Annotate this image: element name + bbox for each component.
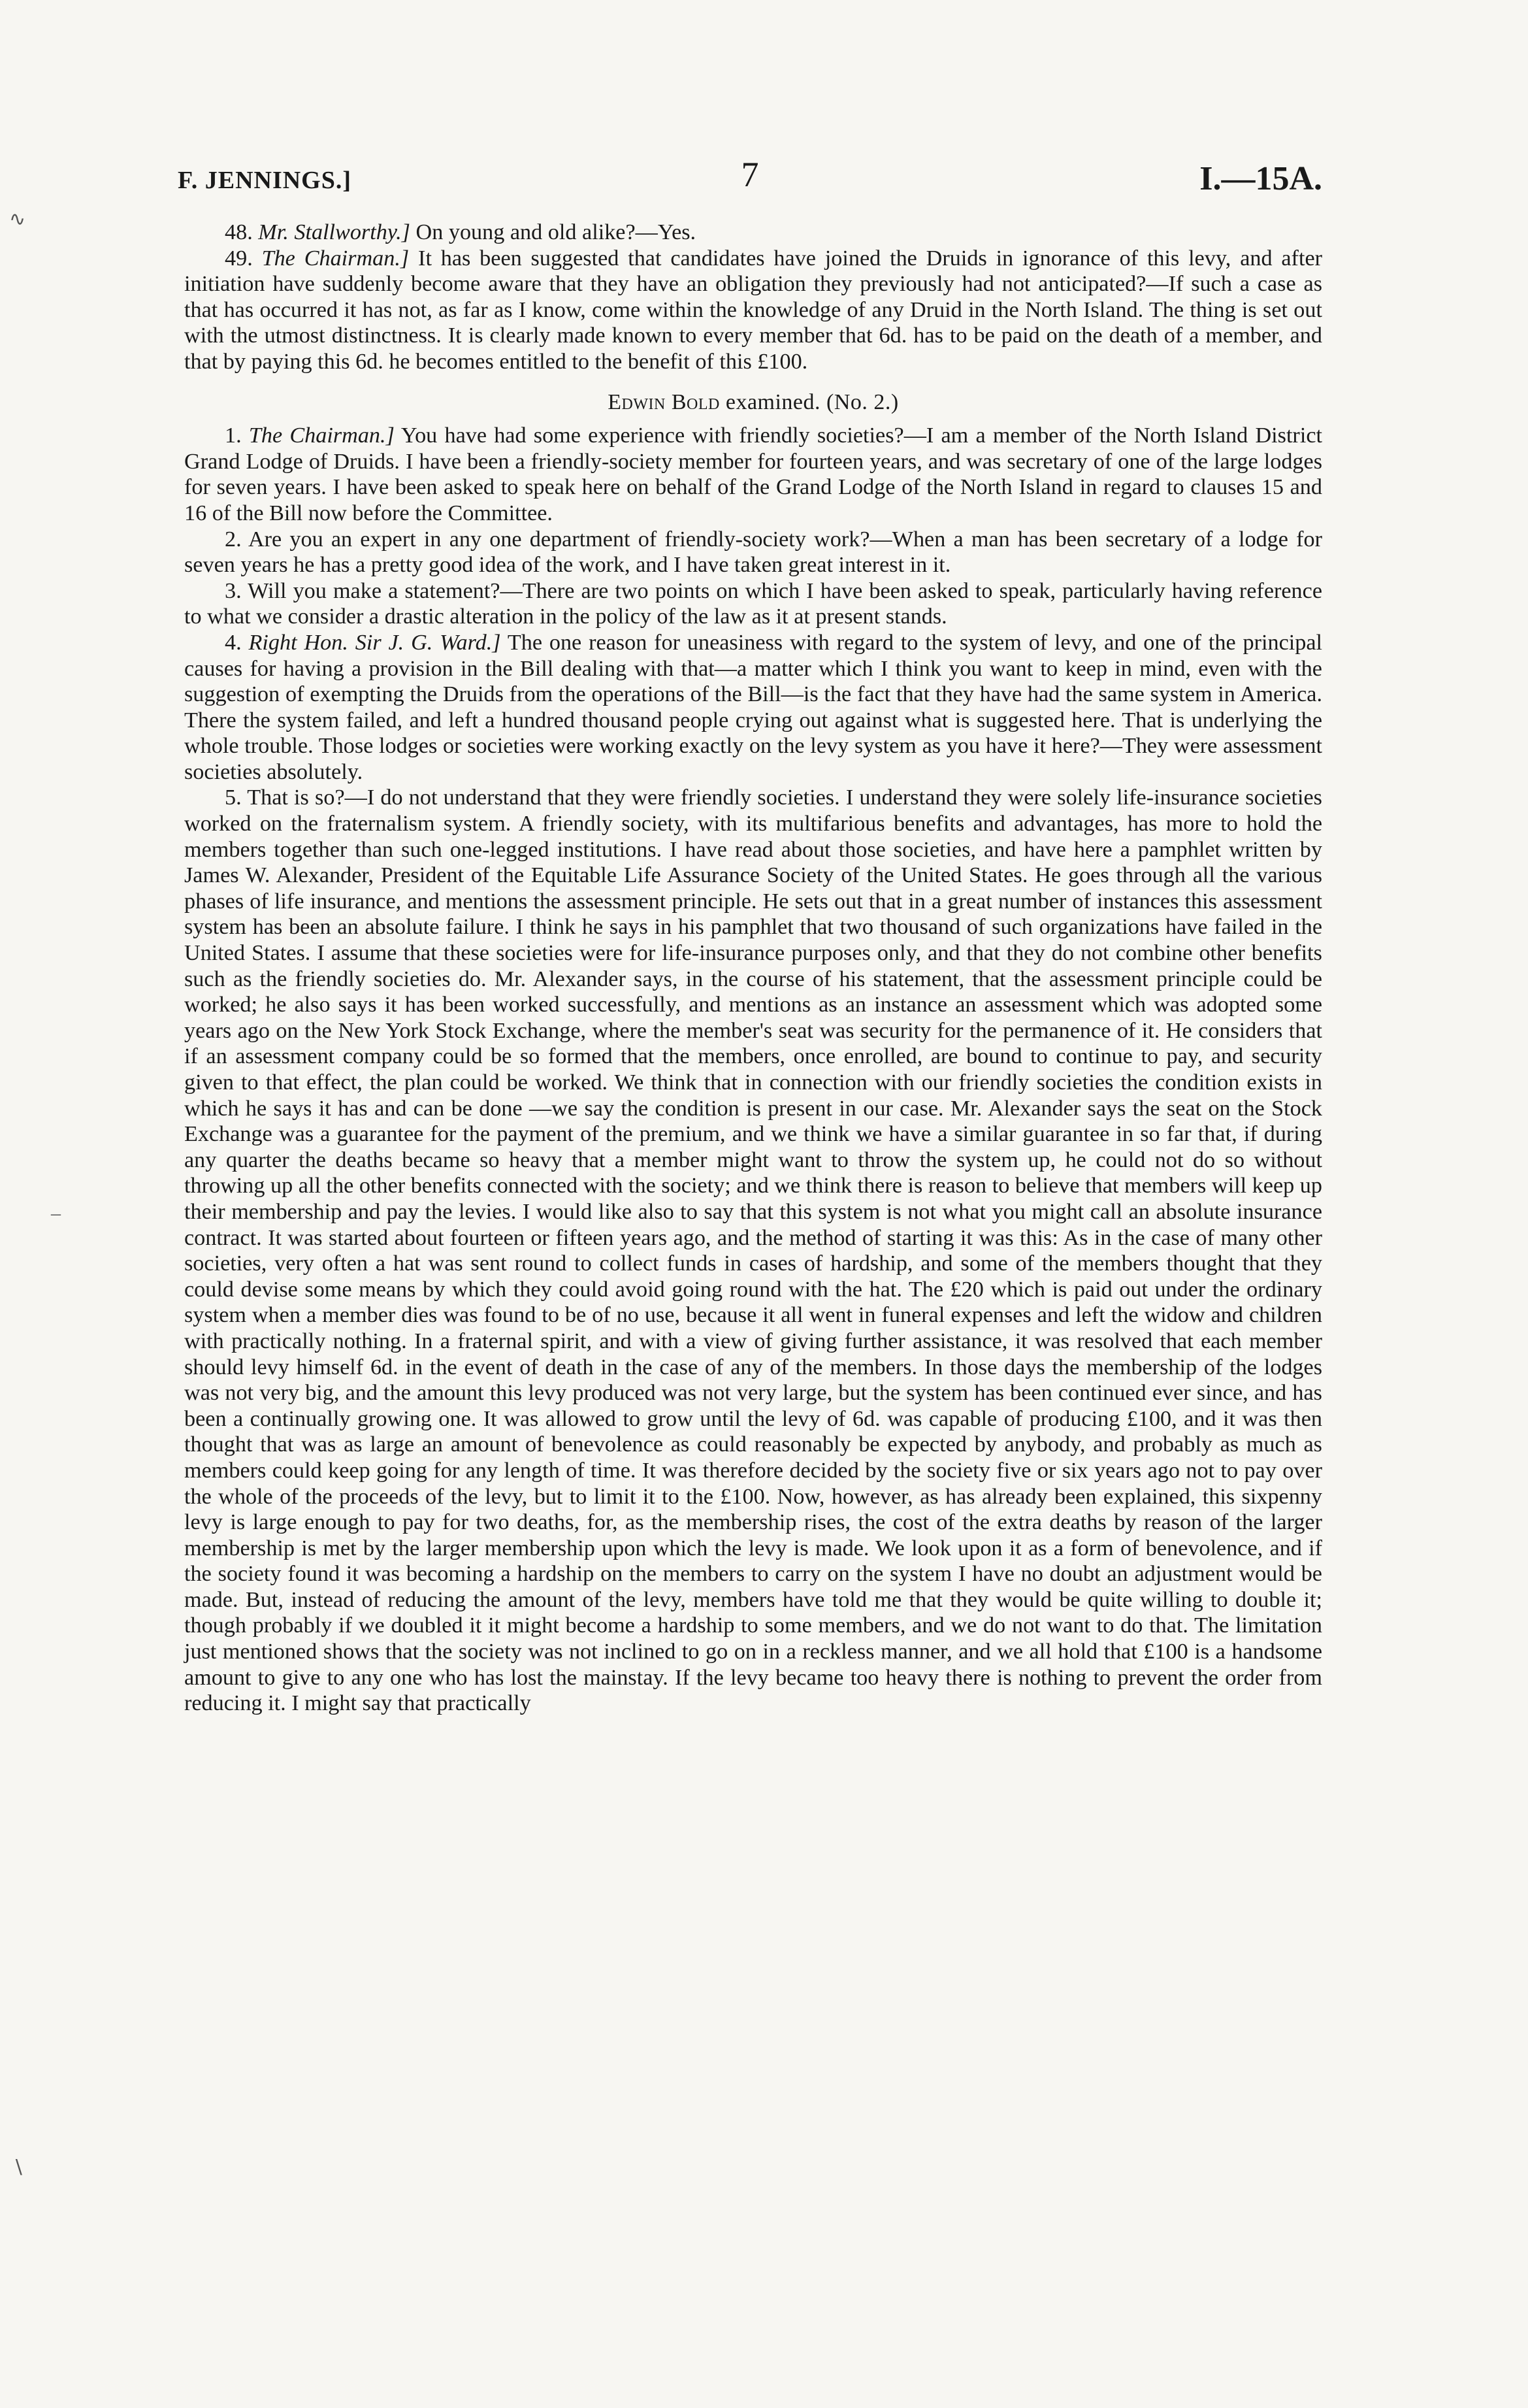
page-number: 7 [741, 155, 759, 194]
witness-heading: Edwin Bold examined. (No. 2.) [608, 389, 899, 414]
question-paragraph: 2. Are you an expert in any one department of friendly-society work?—When a man has been secretary of a lodge for seven years he has a pretty good idea of the work, and I have taken great interest in it. [184, 527, 1322, 578]
speaker: Mr. Stallworthy.] [258, 220, 410, 244]
speaker: The Chairman.] [261, 246, 410, 271]
header-witness: F. JENNINGS.] [178, 167, 352, 194]
question-paragraph: 49. The Chairman.] It has been suggested that candidates have joined the Druids in ignorance of this levy, and after initiation have suddenly become aware that they have an obligation they previously had not anticipated?—If such a case as that has occurred it has not, as far as I know, come within the knowledge of any Druid in the North Island. The thing is set out with the utmost distinctness. It is clearly made known to every member that 6d. has to be paid on the death of a member, and that by paying this 6d. he becomes entitled to the benefit of this £100. [184, 246, 1322, 374]
question-paragraph: 5. That is so?—I do not understand that they were friendly societies. I understand they were solely life-insurance societies worked on the fraternalism system. A friendly society, with its multifarious benefits and advantages, has more to hold the members together than such one-legged institutions. I have read about those societies, and have here a pamphlet written by James W. Alexander, President of the Equitable Life Assurance Society of the United States. He goes through all the various phases of life insurance, and mentions the assessment principle. He sets out that in a great number of instances this assessment system has been an absolute failure. I think he says in his pamphlet that two thousand of such organizations have failed in the United States. I assume that these societies were for life-insurance purposes only, and that they do not combine other benefits such as the friendly societies do. Mr. Alexander says, in the course of his statement, that the assessment principle could be worked; he also says it has been worked successfully, and mentions as an instance an assessment which was adopted some years ago on the New York Stock Exchange, where the member's seat was security for the permanence of it. He considers that if an assessment company could be so formed that the members, once enrolled, are bound to continue to pay, and security given to that effect, the plan could be worked. We think that in connection with our friendly societies the condition exists in which he says it has and can be done —we say the condition is present in our case. Mr. Alexander says the seat on the Stock Exchange was a guarantee for the payment of the premium, and we think we have a similar guarantee in so far that, if during any quarter the deaths became so heavy that a member might want to throw the system up, he could not do so without throwing up all the other benefits connected with the society; and we think there is reason to believe that members will keep up their membership and pay the levies. I would like also to say that this system is not what you might call an absolute insurance contract. It was started about fourteen or fifteen years ago, and the method of starting it was this: As in the case of many other societies, very often a hat was sent round to collect funds in cases of hardship, and some of the members thought that they could devise some means by which they could avoid going round with the hat. The £20 which is paid out under the ordinary system when a member dies was found to be of no use, because it all went in funeral expenses and left the widow and children with practically nothing. In a fraternal spirit, and with a view of giving further assistance, it was resolved that each member should levy himself 6d. in the event of death in the case of any of the members. In those days the membership of the lodges was not very big, and the amount this levy produced was not very large, but the system has been continued ever since, and has been a continually growing one. It was allowed to grow until the levy of 6d. was capable of producing £100, and it was then thought that was as large an amount of benevolence as could reasonably be expected by anybody, and probably as much as members could keep going for any length of time. It was therefore decided by the society five or six years ago not to pay over the whole of the proceeds of the levy, but to limit it to the £100. Now, however, as has already been explained, this sixpenny levy is large enough to pay for two deaths, for, as the membership rises, the cost of the extra deaths by reason of the larger membership is met by the larger membership upon which the levy is made. We look upon it as a form of benevolence, and if the society found it was becoming a hardship on the members to carry on the system I have no doubt an adjustment would be made. But, instead of reducing the amount of the levy, members have told me that they would be quite willing to double it; though probably if we doubled it it might become a hardship to some members, and we do not want to do that. The limitation just mentioned shows that the society was not inclined to go on in a reckless manner, and we all hold that £100 is a handsome amount to give to any one who has lost the mainstay. If the levy became too heavy there is nothing to prevent the order from reducing it. I might say that practically [184, 785, 1322, 1716]
scan-mark: ∖ [12, 2157, 25, 2179]
question-paragraph: 3. Will you make a statement?—There are two points on which I have been asked to speak, particularly having reference to what we consider a drastic alteration in the policy of the law as it at present stands. [184, 578, 1322, 629]
page-header [178, 154, 1322, 200]
header-paper-ref: I.—15A. [1199, 160, 1322, 197]
speaker: Right Hon. Sir J. G. Ward.] [248, 630, 501, 655]
question-paragraph: 4. Right Hon. Sir J. G. Ward.] The one reason for uneasiness with regard to the system of levy, and one of the principal causes for having a provision in the Bill dealing with that—a matter which I think you want to keep in mind, even with the suggestion of exempting the Druids from the operations of the Bill—is the fact that they have had the same system in America. There the system failed, and left a hundred thousand people crying out against what is suggested here. That is underlying the whole trouble. Those lodges or societies were working exactly on the levy system as you have it here?—They were assessment societies absolutely. [184, 630, 1323, 784]
question-paragraph: 1. The Chairman.] You have had some experience with friendly societies?—I am a member of the North Island District Grand Lodge of Druids. I have been a friendly-society member for fourteen years, and was secretary of one of the large lodges for seven years. I have been asked to speak here on behalf of the Grand Lodge of the North Island in regard to clauses 15 and 16 of the Bill now before the Committee. [184, 423, 1322, 525]
scan-mark: ∿ [9, 208, 26, 230]
speaker: The Chairman.] [248, 423, 395, 448]
question-paragraph: 48. Mr. Stallworthy.] On young and old alike?—Yes. [225, 220, 696, 244]
scan-mark: – [51, 1202, 61, 1224]
document-body [184, 220, 1322, 1717]
